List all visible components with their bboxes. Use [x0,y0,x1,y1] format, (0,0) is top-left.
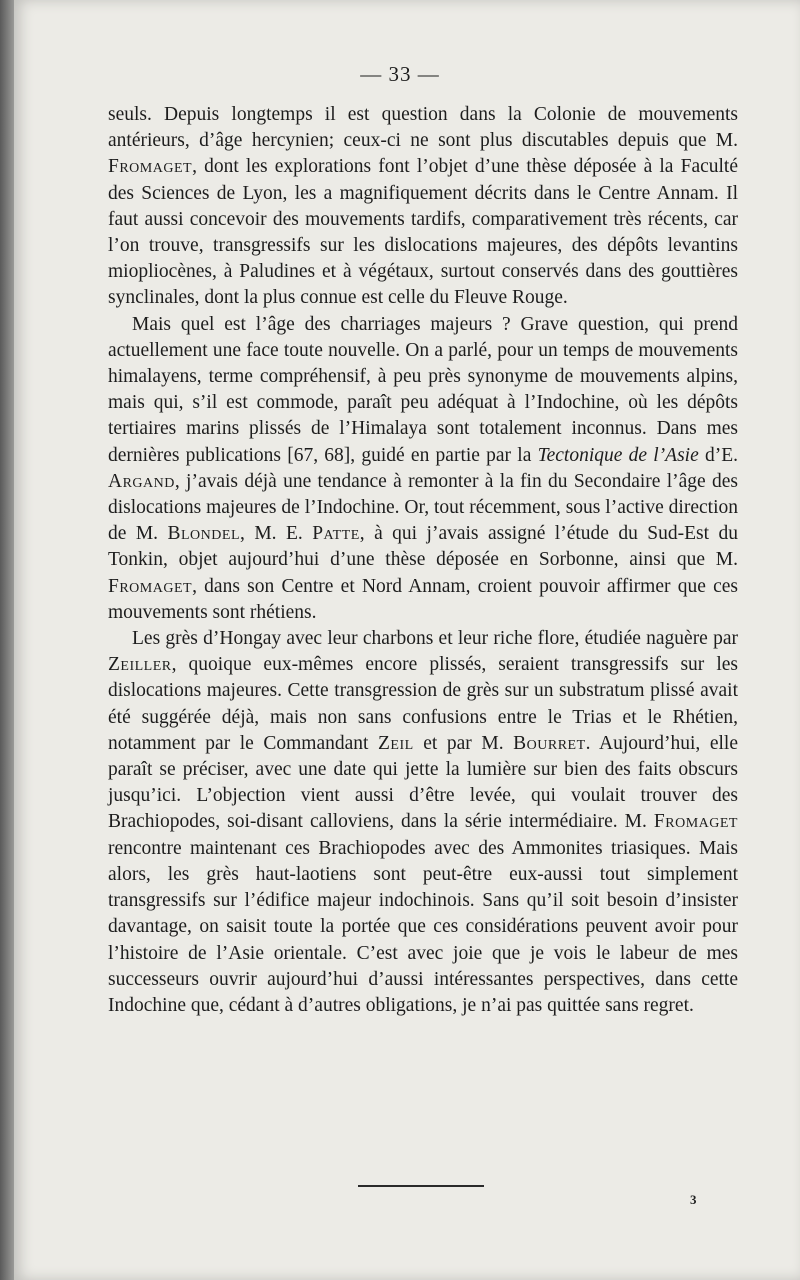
text-run: , dont les explorations font l’objet d’une thèse déposée à la Faculté des Sciences de Lyon, les a magnifiquement décrits dans le Centre Annam. Il faut aussi concevoir des mouvements tardifs, comparativement très récents, car l’on trouve, transgressifs sur les dislocations majeures, des dépôts levantins miopliocènes, à Paludines et à végétaux, surtout conservés dans des gouttières synclinales, dont la plus connue est celle du Fleuve Rouge. [108,156,738,309]
text-run: Les grès d’Hongay avec leur charbons et leur riche flore, étudiée naguère par [132,628,738,650]
paragraph-3 [108,626,738,1019]
author-name-fromaget: Fromaget [108,156,193,178]
text-run: Mais quel est l’âge des charriages majeurs ? Grave question, qui prend actuellement une face toute nouvelle. On a parlé, pour un temps de mouvements himalayens, terme compréhensif, à peu près synonyme de mouvements alpins, mais qui, s’il est commode, paraît peu adéquat à l’Indochine, où les dépôts tertiaires marins plissés de l’Himalaya sont totalement inconnus. Dans mes dernières publications [67, 68], guidé en partie par la [108,313,738,466]
author-name-argand: Argand [108,470,175,492]
paragraph-2 [108,312,738,626]
author-name-bourret: Bourret [513,732,586,754]
signature-mark: 3 [690,1192,697,1207]
author-name-zeiller: Zeiller [108,654,172,676]
text-run: , à qui j’avais assigné l’étude du Sud-Est du Tonkin, objet aujourd’hui d’une thèse déposée en Sorbonne, ainsi que M. [108,523,739,571]
text-run: rencontre maintenant ces Brachiopodes avec des Ammonites triasiques. Mais alors, les grès haut-laotiens sont peut-être eux-aussi tout simplement transgressifs sur l’édifice majeur indochinois. Sans qu’il soit besoin d’insister davantage, on saisit toute la portée que ces considérations peuvent avoir pour l’histoire de l’Asie orientale. C’est avec joie que je vois le labeur de mes successeurs ouvrir aujourd’hui d’aussi intéressantes perspectives, dans cette Indochine que, cédant à d’autres obligations, je n’ai pas quittée sans regret. [108,837,738,1016]
book-title-tectonique: Tectonique de l’Asie [537,444,699,466]
text-run: . Aujourd’hui, elle paraît se préciser, avec une date qui jette la lumière sur bien des faits obscurs jusqu’ici. L’objection vient aussi d’être levée, qui voulait trouver des Brachiopodes, soi-disant calloviens, dans la série intermédiaire. M. [108,732,738,833]
author-name-zeil: Zeil [378,732,414,754]
author-name-patte: Patte [312,523,360,545]
book-spine-shadow [0,0,14,1280]
text-run: , M. E. [240,523,313,545]
text-run: d’E. [698,444,738,466]
author-name-fromaget: Fromaget [108,575,193,597]
body-text [108,102,738,1019]
text-run: , quoique eux-mêmes encore plissés, seraient transgressifs sur les dislocations majeures. Cette transgression de grès sur un substratum plissé avait été suggérée déjà, mais non sans confusions entre le Trias et le Rhétien, notamment par le Commandant [108,654,738,754]
end-rule [358,1185,484,1187]
author-name-blondel: Blondel [167,523,240,545]
text-run: seuls. Depuis longtemps il est question dans la Colonie de mouvements antérieurs, d’âge hercynien; ceux-ci ne sont plus discutables depuis que M. [108,104,738,152]
text-run: , j’avais déjà une tendance à remonter à la fin du Secondaire l’âge des dislocations majeures de l’Indochine. Or, tout récemment, sous l’active direction de M. [108,470,738,545]
page-number: — 33 — [360,62,440,86]
text-run: , dans son Centre et Nord Annam, croient pouvoir affirmer que ces mouvements sont rhétiens. [108,575,738,623]
paragraph-1 [108,102,738,312]
author-name-fromaget: Fromaget [653,811,738,833]
text-run: et par M. [413,732,514,754]
